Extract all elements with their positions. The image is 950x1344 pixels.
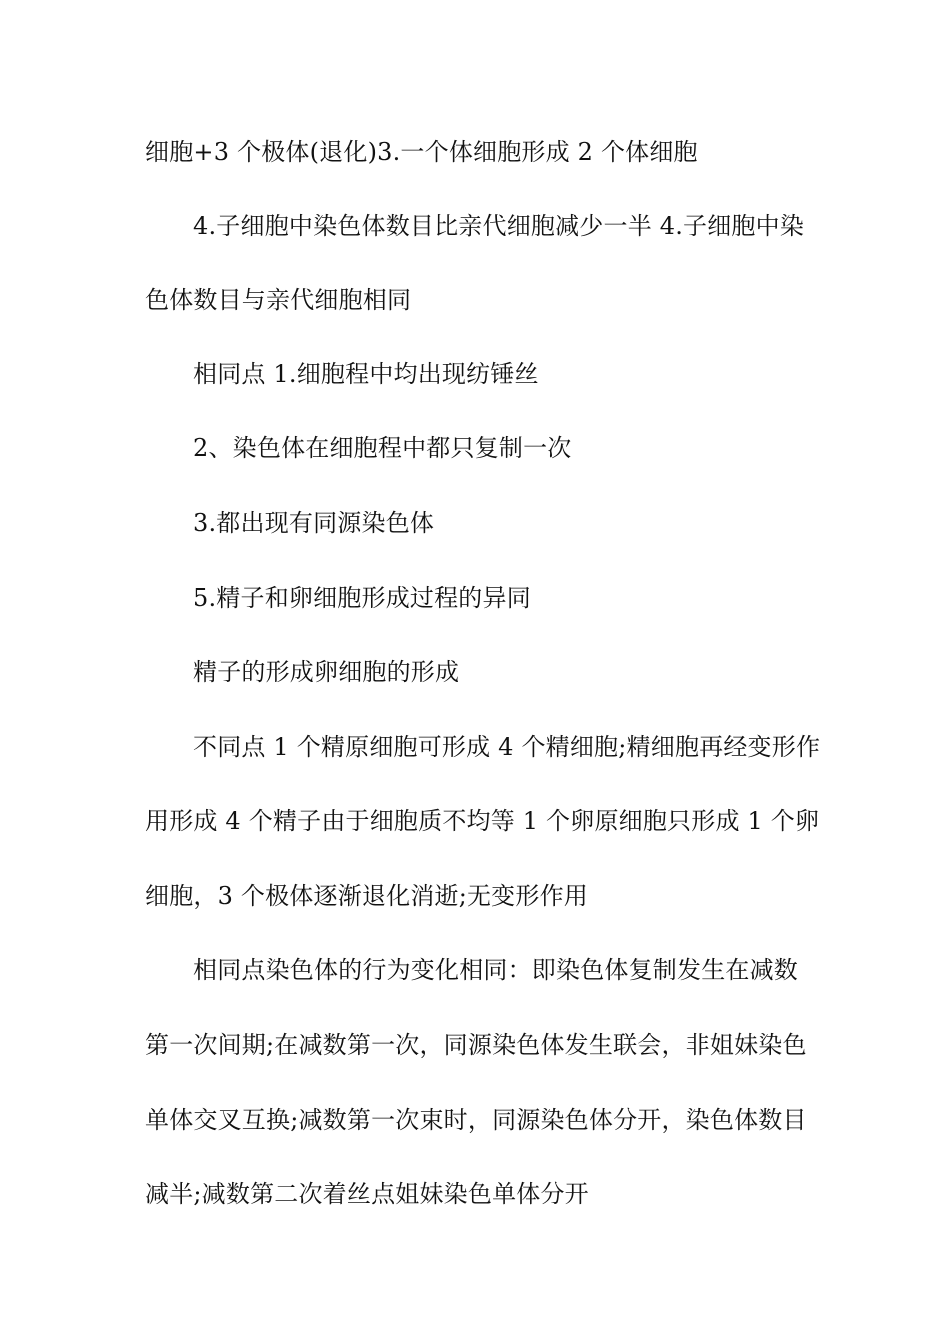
text-line-6: 3.都出现有同源染色体 [193, 509, 435, 537]
text-line-12: 相同点染色体的行为变化相同：即染色体复制发生在减数 [193, 956, 798, 984]
text-line-15: 减半;减数第二次着丝点姐妹染色单体分开 [145, 1180, 589, 1208]
text-line-7: 5.精子和卵细胞形成过程的异同 [193, 584, 531, 612]
text-line-8: 精子的形成卵细胞的形成 [193, 658, 460, 686]
text-line-10: 用形成 4 个精子由于细胞质不均等 1 个卵原细胞只形成 1 个卵 [145, 807, 820, 835]
text-line-4: 相同点 1.细胞程中均出现纺锤丝 [193, 360, 539, 388]
text-line-14: 单体交叉互换;减数第一次束时，同源染色体分开，染色体数目 [145, 1106, 807, 1134]
text-line-13: 第一次间期;在减数第一次，同源染色体发生联会，非姐妹染色 [145, 1031, 807, 1059]
text-line-2: 4.子细胞中染色体数目比亲代细胞减少一半 4.子细胞中染 [193, 212, 805, 240]
text-line-3: 色体数目与亲代细胞相同 [145, 286, 412, 314]
text-line-9: 不同点 1 个精原细胞可形成 4 个精细胞;精细胞再经变形作 [193, 733, 821, 761]
text-line-1: 细胞+3 个极体(退化)3.一个体细胞形成 2 个体细胞 [145, 138, 698, 166]
text-line-5: 2、染色体在细胞程中都只复制一次 [193, 434, 572, 462]
text-line-11: 细胞，3 个极体逐渐退化消逝;无变形作用 [145, 882, 588, 910]
